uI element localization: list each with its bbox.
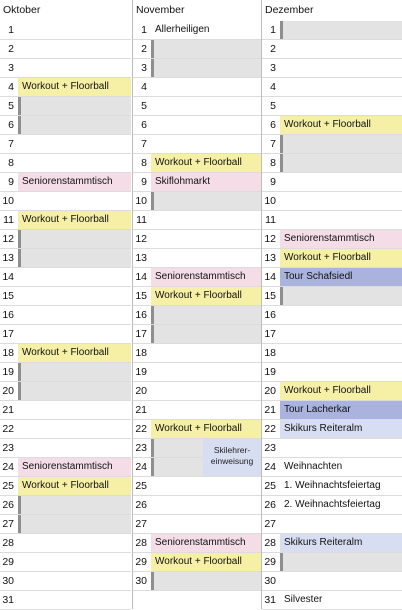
empty-cell[interactable] <box>18 287 131 305</box>
day-number: 16 <box>135 309 147 321</box>
day-row[interactable] <box>0 401 131 420</box>
day-row[interactable] <box>262 287 402 306</box>
empty-cell[interactable] <box>18 268 131 286</box>
empty-cell[interactable] <box>280 78 402 96</box>
day-row[interactable] <box>0 21 131 40</box>
day-number: 25 <box>264 480 276 492</box>
event-entry[interactable]: Tour Lacherkar <box>280 401 402 419</box>
day-number: 2 <box>141 43 147 55</box>
day-number: 27 <box>2 518 14 530</box>
day-row[interactable] <box>133 268 261 287</box>
day-row[interactable] <box>133 420 261 439</box>
day-number: 7 <box>270 138 276 150</box>
empty-cell[interactable] <box>280 306 402 324</box>
day-row[interactable] <box>262 420 402 439</box>
month-header: Dezember <box>265 4 314 16</box>
day-row[interactable] <box>133 116 261 135</box>
day-row[interactable] <box>262 306 402 325</box>
day-number: 9 <box>8 176 14 188</box>
event-entry[interactable]: Workout + Floorball <box>18 78 131 96</box>
empty-cell[interactable] <box>151 344 261 362</box>
empty-cell[interactable] <box>151 401 261 419</box>
empty-cell[interactable] <box>151 496 261 514</box>
day-row[interactable] <box>0 572 131 591</box>
day-number: 9 <box>141 176 147 188</box>
day-number: 23 <box>135 442 147 454</box>
day-row[interactable] <box>0 230 131 249</box>
day-number: 21 <box>264 404 276 416</box>
empty-cell[interactable] <box>280 325 402 343</box>
day-number: 24 <box>135 461 147 473</box>
weekend-cell[interactable] <box>18 249 131 267</box>
day-row[interactable] <box>0 97 131 116</box>
day-number: 29 <box>264 556 276 568</box>
event-entry[interactable]: Workout + Floorball <box>151 287 261 305</box>
skilehrer-einweisung-event[interactable] <box>203 439 261 476</box>
weekend-cell[interactable] <box>151 325 261 343</box>
day-number: 4 <box>141 81 147 93</box>
empty-cell[interactable] <box>280 439 402 457</box>
day-number: 1 <box>8 24 14 36</box>
day-number: 18 <box>2 347 14 359</box>
empty-cell[interactable] <box>151 382 261 400</box>
empty-cell[interactable] <box>280 192 402 210</box>
empty-cell[interactable] <box>18 572 131 590</box>
day-number: 16 <box>2 309 14 321</box>
empty-cell[interactable] <box>280 572 402 590</box>
month-header: November <box>136 4 185 16</box>
event-entry[interactable]: Workout + Floorball <box>151 154 261 172</box>
day-row[interactable] <box>262 439 402 458</box>
day-row[interactable] <box>262 401 402 420</box>
event-entry[interactable]: Seniorenstammtisch <box>151 268 261 286</box>
day-row[interactable] <box>133 78 261 97</box>
day-number: 19 <box>2 366 14 378</box>
day-row[interactable] <box>0 40 131 59</box>
day-row[interactable] <box>133 40 261 59</box>
day-row[interactable] <box>0 306 131 325</box>
weekend-cell[interactable] <box>280 287 402 305</box>
day-number: 5 <box>270 100 276 112</box>
day-row[interactable] <box>0 382 131 401</box>
day-number: 31 <box>264 594 276 606</box>
day-number: 20 <box>264 385 276 397</box>
day-number: 14 <box>135 271 147 283</box>
weekend-cell[interactable] <box>280 21 402 39</box>
weekend-cell[interactable] <box>280 553 402 571</box>
empty-cell[interactable] <box>151 97 261 115</box>
day-row[interactable] <box>0 344 131 363</box>
day-number: 27 <box>264 518 276 530</box>
day-row[interactable] <box>262 78 402 97</box>
empty-cell[interactable] <box>18 591 131 609</box>
day-row[interactable] <box>262 553 402 572</box>
day-number: 18 <box>264 347 276 359</box>
day-number: 3 <box>8 62 14 74</box>
weekend-cell[interactable] <box>18 382 131 400</box>
event-entry[interactable]: Workout + Floorball <box>280 249 402 267</box>
day-row[interactable] <box>262 325 402 344</box>
day-number: 8 <box>141 157 147 169</box>
day-number: 18 <box>135 347 147 359</box>
empty-cell[interactable] <box>18 40 131 58</box>
day-number: 19 <box>135 366 147 378</box>
day-number: 30 <box>264 575 276 587</box>
empty-cell[interactable] <box>151 515 261 533</box>
day-row[interactable] <box>262 534 402 553</box>
day-row[interactable] <box>0 477 131 496</box>
day-number: 24 <box>2 461 14 473</box>
empty-cell[interactable] <box>280 515 402 533</box>
day-number: 13 <box>2 252 14 264</box>
day-number: 24 <box>264 461 276 473</box>
day-number: 9 <box>270 176 276 188</box>
day-row[interactable] <box>262 268 402 287</box>
day-row[interactable] <box>0 211 131 230</box>
day-number: 5 <box>141 100 147 112</box>
day-row[interactable] <box>262 135 402 154</box>
day-number: 3 <box>270 62 276 74</box>
event-entry[interactable]: Allerheiligen <box>155 24 210 35</box>
day-number: 22 <box>264 423 276 435</box>
day-row[interactable] <box>133 306 261 325</box>
day-row[interactable] <box>262 249 402 268</box>
day-row[interactable] <box>133 553 261 572</box>
day-number: 1 <box>141 24 147 36</box>
day-row[interactable] <box>262 591 402 610</box>
day-number: 11 <box>3 214 14 226</box>
day-row[interactable] <box>262 344 402 363</box>
month-header: Oktober <box>3 4 41 16</box>
day-row[interactable] <box>133 211 261 230</box>
day-row[interactable] <box>133 59 261 78</box>
day-number: 25 <box>135 480 147 492</box>
empty-cell[interactable] <box>280 363 402 381</box>
day-row[interactable] <box>262 154 402 173</box>
day-row[interactable] <box>0 439 131 458</box>
day-number: 12 <box>135 233 147 245</box>
day-row[interactable] <box>262 97 402 116</box>
ski-note-line: Skilehrer- <box>213 445 251 455</box>
day-number: 14 <box>264 271 276 283</box>
empty-cell[interactable] <box>151 116 261 134</box>
day-row[interactable] <box>133 173 261 192</box>
empty-cell[interactable] <box>151 230 261 248</box>
day-row[interactable] <box>0 116 131 135</box>
day-number: 8 <box>270 157 276 169</box>
day-row[interactable] <box>262 496 402 515</box>
day-row[interactable] <box>262 40 402 59</box>
day-number: 6 <box>141 119 147 131</box>
day-number: 29 <box>2 556 14 568</box>
day-row[interactable] <box>133 496 261 515</box>
day-number: 10 <box>135 195 147 207</box>
day-number: 12 <box>2 233 14 245</box>
empty-cell[interactable] <box>280 59 402 77</box>
day-row[interactable] <box>0 287 131 306</box>
weekend-cell[interactable] <box>151 572 261 590</box>
day-row[interactable] <box>262 515 402 534</box>
day-number: 17 <box>2 328 14 340</box>
day-number: 17 <box>135 328 147 340</box>
day-number: 12 <box>264 233 276 245</box>
day-number: 30 <box>135 575 147 587</box>
day-row[interactable] <box>133 135 261 154</box>
day-number: 17 <box>264 328 276 340</box>
empty-cell[interactable] <box>151 477 261 495</box>
empty-cell[interactable] <box>18 306 131 324</box>
empty-cell[interactable] <box>18 553 131 571</box>
day-row[interactable] <box>133 515 261 534</box>
empty-cell[interactable] <box>18 534 131 552</box>
event-entry[interactable]: Workout + Floorball <box>280 382 402 400</box>
empty-cell[interactable] <box>280 97 402 115</box>
day-row[interactable] <box>0 534 131 553</box>
day-row[interactable] <box>133 363 261 382</box>
day-number: 23 <box>264 442 276 454</box>
weekend-cell[interactable] <box>151 40 261 58</box>
empty-cell[interactable] <box>18 135 131 153</box>
day-row[interactable] <box>262 21 402 40</box>
weekend-cell[interactable] <box>151 192 261 210</box>
empty-cell[interactable] <box>280 173 402 191</box>
event-entry[interactable]: Skikurs Reiteralm <box>280 534 402 552</box>
day-row[interactable] <box>262 192 402 211</box>
weekend-cell[interactable] <box>18 230 131 248</box>
empty-cell[interactable] <box>18 325 131 343</box>
day-row[interactable] <box>262 477 402 496</box>
day-row[interactable] <box>262 211 402 230</box>
day-number: 3 <box>141 62 147 74</box>
empty-cell[interactable] <box>151 78 261 96</box>
weekend-cell[interactable] <box>18 97 131 115</box>
day-row[interactable] <box>133 401 261 420</box>
day-row[interactable] <box>0 154 131 173</box>
day-number: 22 <box>135 423 147 435</box>
day-number: 27 <box>135 518 147 530</box>
day-number: 16 <box>264 309 276 321</box>
day-number: 28 <box>135 537 147 549</box>
day-number: 26 <box>135 499 147 511</box>
day-row[interactable] <box>0 553 131 572</box>
day-number: 7 <box>141 138 147 150</box>
day-row[interactable] <box>0 496 131 515</box>
day-row[interactable] <box>0 420 131 439</box>
month-column-oktober <box>0 0 131 609</box>
day-number: 22 <box>2 423 14 435</box>
event-entry[interactable]: Workout + Floorball <box>151 553 261 571</box>
day-number: 10 <box>2 195 14 207</box>
day-row[interactable] <box>0 458 131 477</box>
empty-cell[interactable] <box>18 401 131 419</box>
event-entry[interactable]: Skikurs Reiteralm <box>280 420 402 438</box>
event-entry[interactable]: 2. Weihnachtsfeiertag <box>284 499 381 510</box>
day-number: 7 <box>8 138 14 150</box>
day-number: 26 <box>2 499 14 511</box>
day-number: 29 <box>135 556 147 568</box>
empty-cell[interactable] <box>18 21 131 39</box>
day-number: 10 <box>264 195 276 207</box>
weekend-cell[interactable] <box>18 116 131 134</box>
day-row[interactable] <box>0 249 131 268</box>
weekend-cell[interactable] <box>280 154 402 172</box>
event-entry[interactable]: Seniorenstammtisch <box>18 458 131 476</box>
day-number: 15 <box>264 290 276 302</box>
day-row[interactable] <box>133 230 261 249</box>
day-number: 26 <box>264 499 276 511</box>
day-row[interactable] <box>262 382 402 401</box>
empty-cell[interactable] <box>18 439 131 457</box>
day-row[interactable] <box>133 97 261 116</box>
day-number: 4 <box>270 81 276 93</box>
day-row[interactable] <box>262 59 402 78</box>
day-row[interactable] <box>0 325 131 344</box>
day-number: 11 <box>136 214 147 226</box>
empty-cell[interactable] <box>18 420 131 438</box>
weekend-cell[interactable] <box>18 363 131 381</box>
weekend-cell[interactable] <box>18 515 131 533</box>
empty-cell[interactable] <box>280 344 402 362</box>
event-entry[interactable]: Seniorenstammtisch <box>18 173 131 191</box>
event-entry[interactable]: Workout + Floorball <box>18 344 131 362</box>
day-number: 30 <box>2 575 14 587</box>
day-row[interactable] <box>133 325 261 344</box>
event-entry[interactable]: 1. Weihnachtsfeiertag <box>284 480 381 491</box>
day-number: 1 <box>270 24 276 36</box>
day-number: 11 <box>265 214 276 226</box>
event-entry[interactable]: Silvester <box>284 594 323 605</box>
day-row[interactable] <box>0 192 131 211</box>
day-number: 6 <box>8 119 14 131</box>
day-number: 13 <box>135 252 147 264</box>
empty-cell[interactable] <box>151 135 261 153</box>
day-row[interactable] <box>262 173 402 192</box>
day-row[interactable] <box>0 59 131 78</box>
weekend-cell[interactable] <box>151 59 261 77</box>
day-row[interactable] <box>262 572 402 591</box>
empty-cell[interactable] <box>18 154 131 172</box>
day-row[interactable] <box>262 230 402 249</box>
empty-cell[interactable] <box>18 192 131 210</box>
day-row[interactable] <box>262 363 402 382</box>
event-entry[interactable]: Seniorenstammtisch <box>151 534 261 552</box>
event-entry[interactable]: Workout + Floorball <box>18 211 131 229</box>
day-number: 20 <box>135 385 147 397</box>
day-number: 15 <box>135 290 147 302</box>
day-row[interactable] <box>133 572 261 591</box>
day-row[interactable] <box>133 477 261 496</box>
month-column-dezember <box>262 0 402 609</box>
day-number: 25 <box>2 480 14 492</box>
month-column-november <box>133 0 261 609</box>
weekend-cell[interactable] <box>151 306 261 324</box>
event-entry[interactable]: Tour Schafsiedl <box>280 268 402 286</box>
day-number: 20 <box>2 385 14 397</box>
day-row[interactable] <box>262 458 402 477</box>
day-number: 2 <box>270 43 276 55</box>
day-number: 28 <box>2 537 14 549</box>
empty-cell[interactable] <box>151 249 261 267</box>
ski-note-line: einweisung <box>210 456 254 466</box>
day-number: 8 <box>8 157 14 169</box>
day-number: 15 <box>2 290 14 302</box>
day-row[interactable] <box>133 21 261 40</box>
day-row[interactable] <box>133 287 261 306</box>
day-number: 28 <box>264 537 276 549</box>
empty-cell[interactable] <box>151 363 261 381</box>
event-entry[interactable]: Workout + Floorball <box>280 116 402 134</box>
empty-cell[interactable] <box>280 211 402 229</box>
event-entry[interactable]: Skiflohmarkt <box>151 173 261 191</box>
event-entry[interactable]: Workout + Floorball <box>151 420 261 438</box>
day-row[interactable] <box>0 268 131 287</box>
weekend-cell[interactable] <box>280 135 402 153</box>
day-number: 23 <box>2 442 14 454</box>
event-entry[interactable]: Weihnachten <box>284 461 343 472</box>
day-number: 4 <box>8 81 14 93</box>
day-number: 21 <box>135 404 147 416</box>
weekend-cell[interactable] <box>18 496 131 514</box>
day-row[interactable] <box>133 154 261 173</box>
day-number: 21 <box>2 404 14 416</box>
day-number: 19 <box>264 366 276 378</box>
day-row[interactable] <box>0 78 131 97</box>
day-row[interactable] <box>0 135 131 154</box>
day-row[interactable] <box>133 249 261 268</box>
day-row[interactable] <box>0 515 131 534</box>
day-row[interactable] <box>262 116 402 135</box>
day-number: 5 <box>8 100 14 112</box>
empty-cell[interactable] <box>280 40 402 58</box>
day-row[interactable] <box>0 591 131 610</box>
day-row[interactable] <box>133 192 261 211</box>
day-number: 31 <box>2 594 14 606</box>
day-row[interactable] <box>133 382 261 401</box>
day-row[interactable] <box>133 344 261 363</box>
day-number: 6 <box>270 119 276 131</box>
day-row[interactable] <box>0 173 131 192</box>
event-entry[interactable]: Workout + Floorball <box>18 477 131 495</box>
empty-cell[interactable] <box>18 59 131 77</box>
empty-cell[interactable] <box>151 211 261 229</box>
day-number: 2 <box>8 43 14 55</box>
day-number: 14 <box>2 271 14 283</box>
day-row[interactable] <box>0 363 131 382</box>
day-number: 13 <box>264 252 276 264</box>
day-row[interactable] <box>133 534 261 553</box>
event-entry[interactable]: Seniorenstammtisch <box>280 230 402 248</box>
